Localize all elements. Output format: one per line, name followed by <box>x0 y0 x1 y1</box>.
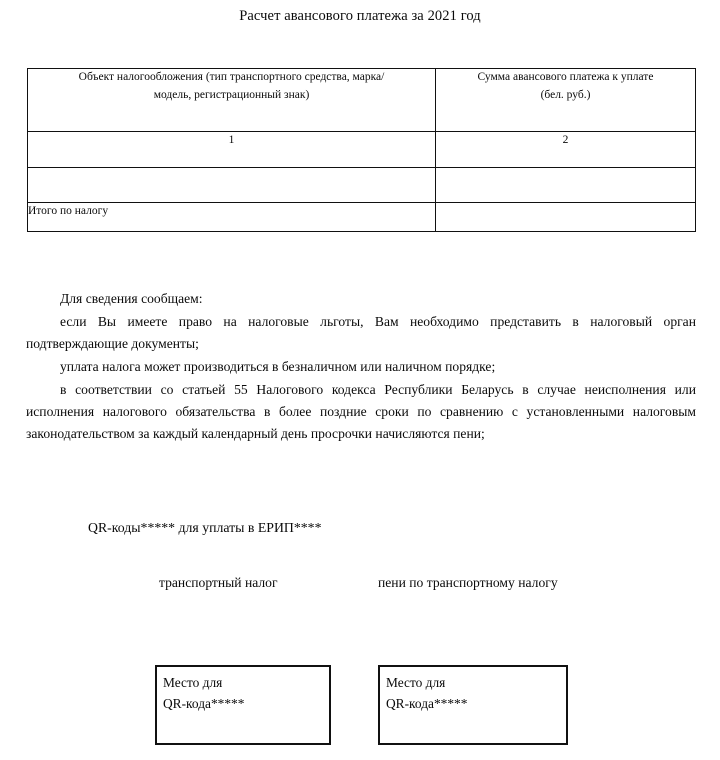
qr-label-penalties-line2: налогу <box>518 575 558 590</box>
qr-label-penalties-line1: пени по транспортному <box>378 575 515 590</box>
table-column-number-row <box>28 132 696 168</box>
qr-section-heading: QR-коды***** для уплаты в ЕРИП**** <box>88 520 322 535</box>
column-number-sum: 2 <box>436 132 696 168</box>
qr-placeholder-box-transport-tax <box>155 665 331 745</box>
notice-paragraph-benefits: если Вы имеете право на налоговые льготы, Вам необходимо представить в налоговый орган подтверждающие документы; <box>26 314 696 352</box>
qr-placeholder-box-penalties <box>378 665 568 745</box>
qr-label-transport-tax: транспортный налог <box>159 575 278 590</box>
qr-label-penalties <box>378 572 578 594</box>
table-row[interactable] <box>28 168 696 203</box>
notice-block <box>26 288 696 446</box>
header-cell-object <box>28 69 436 132</box>
total-sum-value[interactable] <box>436 203 696 232</box>
column-number-object: 1 <box>28 132 436 168</box>
qr-placeholder-right-line1: Место для <box>386 675 446 690</box>
table-total-row <box>28 203 696 232</box>
header-sum-line2: (бел. руб.) <box>540 88 591 101</box>
table-header-row <box>28 69 696 132</box>
notice-paragraph-payment-method: уплата налога может производиться в безналичном или наличном порядке; <box>60 359 496 375</box>
header-object-line1: Объект налогообложения (тип транспортного средства, марка/ <box>78 71 385 83</box>
qr-placeholder-left-line2: QR-кода***** <box>163 695 245 711</box>
header-object-line2: модель, регистрационный знак) <box>153 88 310 101</box>
advance-payment-table <box>27 68 696 232</box>
qr-placeholder-left-line1: Место для <box>163 675 223 690</box>
qr-placeholder-right-line2: QR-кода***** <box>386 695 468 711</box>
page-title: Расчет авансового платежа за 2021 год <box>239 8 481 24</box>
total-label: Итого по налогу <box>28 203 436 232</box>
notice-paragraph-penalties: в соответствии со статьей 55 Налогового кодекса Республики Беларусь в случае неисполнения или исполнения налогового обязательства в более поздние сроки по сравнению с установленными налоговым законодательством за каждый календарный день просрочки начисляются пени; <box>26 382 696 442</box>
row-object-value[interactable] <box>28 168 436 203</box>
header-sum-line1: Сумма авансового платежа к уплате <box>477 71 654 83</box>
row-sum-value[interactable] <box>436 168 696 203</box>
header-cell-sum <box>436 69 696 132</box>
notice-intro: Для сведения сообщаем: <box>60 291 203 306</box>
